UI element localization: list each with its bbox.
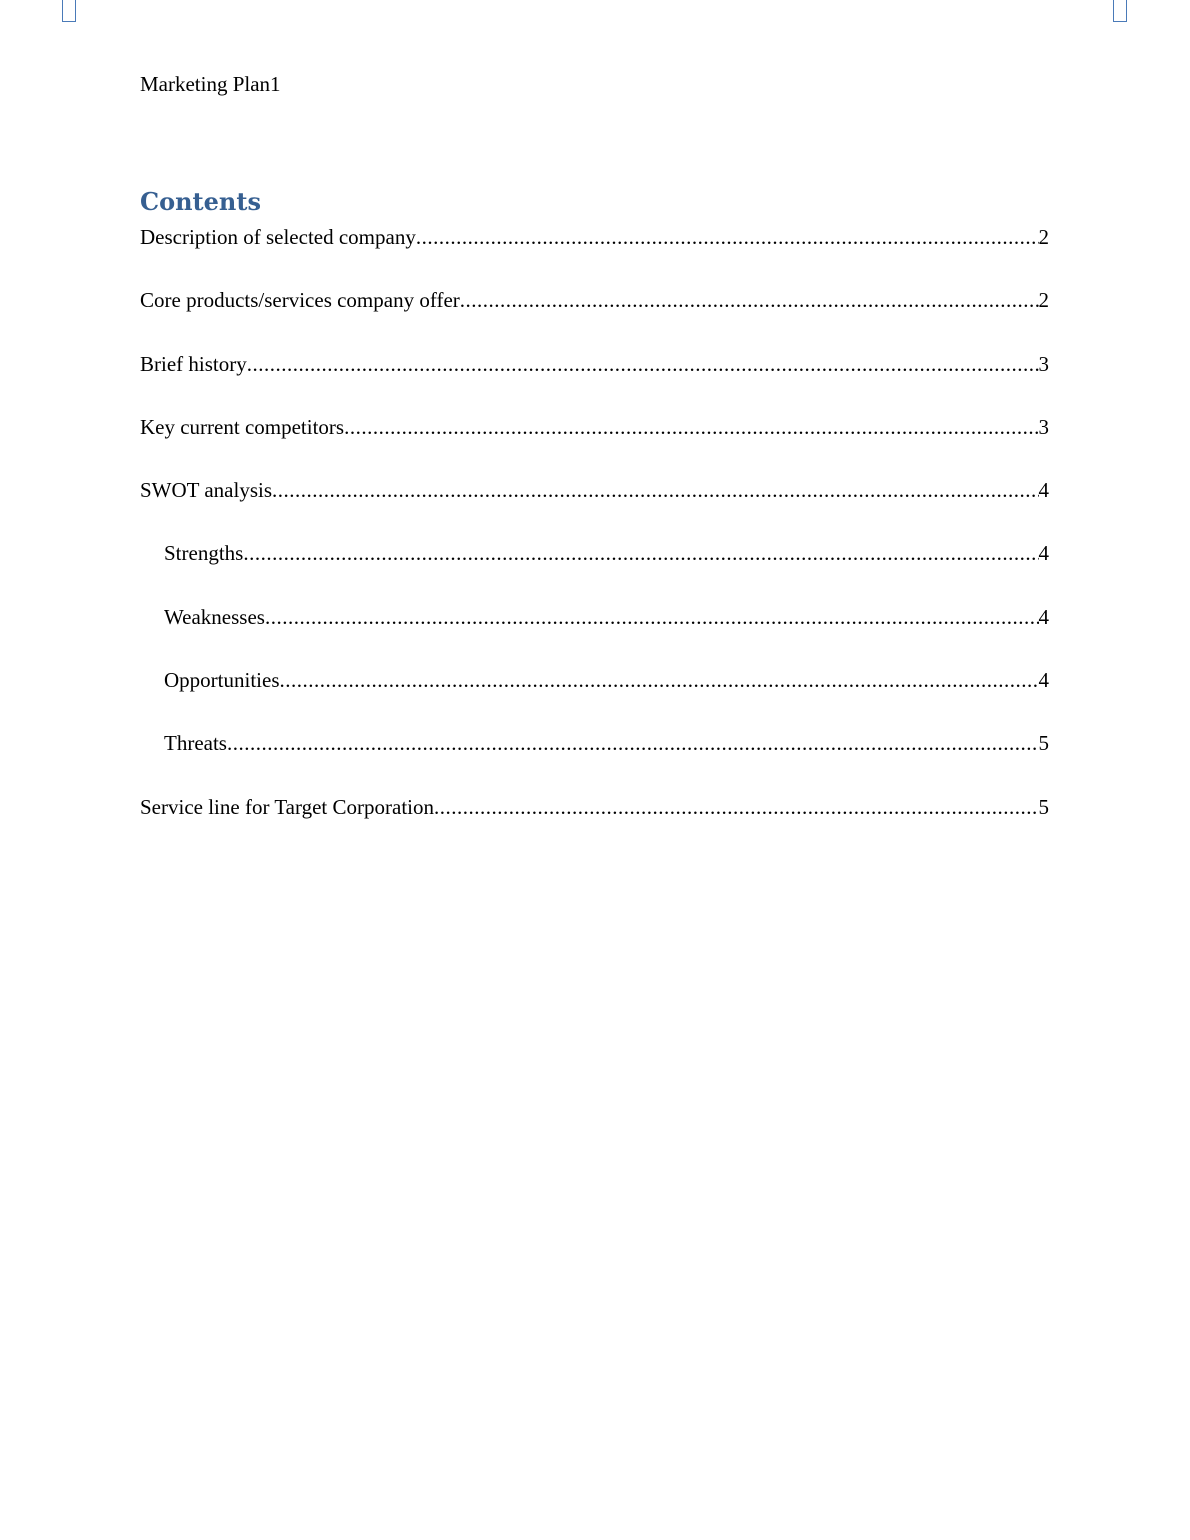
toc-entry-page: 3 <box>1038 351 1049 376</box>
toc-heading: Contents <box>140 187 261 216</box>
toc-dot-leader <box>243 539 1038 567</box>
toc-entry-label: Weaknesses <box>164 604 265 629</box>
toc-dot-leader <box>247 350 1039 378</box>
toc-entry-page: 2 <box>1038 225 1049 249</box>
toc-entry-label: Core products/services company offer <box>140 288 460 313</box>
crop-mark-right <box>1113 0 1127 22</box>
toc-entry-page: 4 <box>1038 668 1049 693</box>
table-of-contents <box>140 223 1049 856</box>
toc-dot-leader <box>265 603 1039 631</box>
toc-entry-label: Service line for Target Corporation <box>140 794 434 819</box>
toc-entry[interactable] <box>140 413 1049 476</box>
toc-subentry[interactable] <box>140 666 1049 729</box>
toc-entry-label: Opportunities <box>164 668 280 693</box>
toc-dot-leader <box>227 729 1039 757</box>
toc-entry-label: SWOT analysis <box>140 478 273 503</box>
crop-mark-left <box>62 0 76 22</box>
toc-entry-page: 2 <box>1038 288 1049 313</box>
toc-entry[interactable] <box>140 286 1049 349</box>
toc-dot-leader <box>460 286 1039 314</box>
toc-entry-label: Brief history <box>140 351 247 376</box>
toc-subentry[interactable] <box>140 603 1049 666</box>
toc-dot-leader <box>344 413 1038 441</box>
toc-dot-leader <box>434 793 1039 821</box>
toc-subentry[interactable] <box>140 539 1049 602</box>
toc-entry[interactable] <box>140 350 1049 413</box>
toc-entry-page: 4 <box>1038 478 1049 503</box>
toc-entry[interactable] <box>140 793 1049 856</box>
toc-subentry[interactable] <box>140 729 1049 792</box>
toc-entry-page: 5 <box>1038 731 1049 756</box>
toc-entry-label: Threats <box>164 731 227 756</box>
toc-entry-label: Description of selected company <box>140 225 416 249</box>
toc-entry-page: 4 <box>1038 541 1049 566</box>
toc-dot-leader <box>416 223 1039 251</box>
toc-dot-leader <box>272 476 1038 504</box>
toc-entry-page: 5 <box>1038 794 1049 819</box>
toc-entry[interactable] <box>140 476 1049 539</box>
toc-entry-label: Key current competitors <box>140 414 345 439</box>
toc-dot-leader <box>280 666 1039 694</box>
toc-entry[interactable] <box>140 223 1049 286</box>
toc-entry-page: 3 <box>1038 414 1049 439</box>
toc-entry-label: Strengths <box>164 541 244 566</box>
toc-entry-page: 4 <box>1038 604 1049 629</box>
page-header-title: Marketing Plan1 <box>140 72 281 96</box>
